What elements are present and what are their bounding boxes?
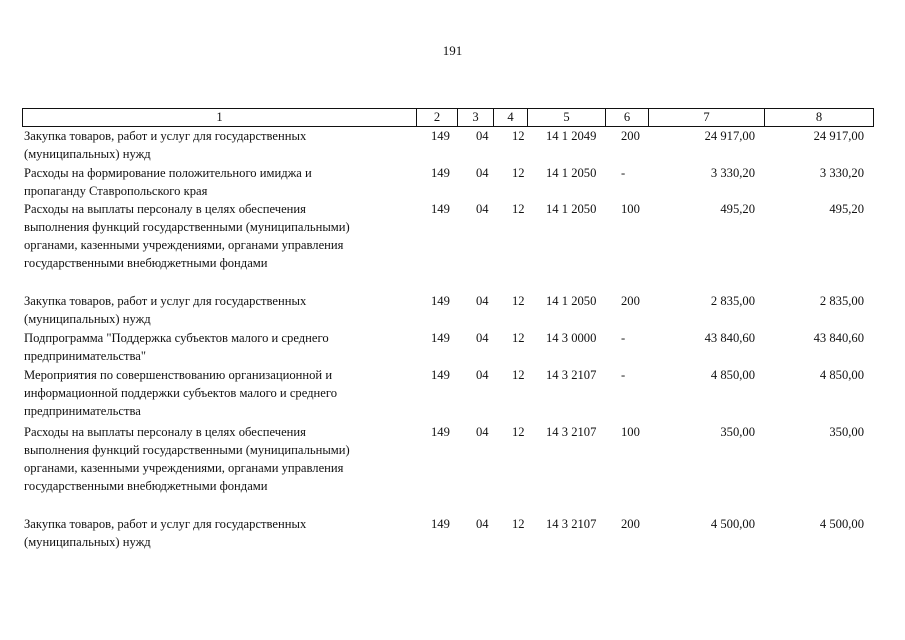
ministry-code-cell: 149	[431, 129, 450, 143]
row-description: Расходы на выплаты персоналу в целях обеспечения выполнения функций государственными (муниципальными) органами, казенными учреждениями, органами управления государственными внебюджетными фондами	[24, 202, 350, 270]
ministry-code-cell: 149	[431, 368, 450, 382]
subsection-code-cell: 12	[512, 166, 525, 180]
ministry-code-cell: 149	[431, 517, 450, 531]
amount-col7-cell: 24 917,00	[704, 129, 755, 143]
amount-col8-cell: 495,20	[829, 202, 864, 216]
row-description: Закупка товаров, работ и услуг для государственных (муниципальных) нужд	[24, 517, 307, 549]
row-description: Мероприятия по совершенствованию организационной и информационной поддержки субъектов малого и среднего предпринимательства	[24, 368, 338, 418]
amount-col7-cell: 2 835,00	[710, 294, 755, 308]
header-col-8: 8	[765, 109, 874, 127]
header-col-5: 5	[528, 109, 606, 127]
header-col-3: 3	[458, 109, 494, 127]
expense-type-cell: 200	[621, 129, 640, 143]
row-description: Расходы на формирование положительного имиджа и пропаганду Ставропольского края	[24, 166, 312, 198]
amount-col8-cell: 43 840,60	[813, 331, 864, 345]
expense-type-cell: 200	[621, 517, 640, 531]
subsection-code-cell: 12	[512, 294, 525, 308]
expense-type-cell: -	[621, 166, 626, 180]
amount-col7-cell: 495,20	[720, 202, 755, 216]
amount-col7-cell: 350,00	[720, 425, 755, 439]
expense-type-cell: 100	[621, 425, 640, 439]
amount-col7-cell: 43 840,60	[704, 331, 755, 345]
target-article-cell: 14 1 2049	[546, 129, 597, 143]
target-article-cell: 14 3 2107	[546, 368, 597, 382]
header-col-4: 4	[494, 109, 528, 127]
header-col-6: 6	[606, 109, 649, 127]
amount-col7-cell: 3 330,20	[710, 166, 755, 180]
column-header-row	[22, 108, 874, 127]
expense-type-cell: -	[621, 331, 626, 345]
section-code-cell: 04	[476, 202, 489, 216]
row-description: Подпрограмма "Поддержка субъектов малого и среднего предпринимательства"	[24, 331, 329, 363]
subsection-code-cell: 12	[512, 202, 525, 216]
target-article-cell: 14 1 2050	[546, 202, 597, 216]
ministry-code-cell: 149	[431, 294, 450, 308]
target-article-cell: 14 1 2050	[546, 294, 597, 308]
amount-col7-cell: 4 500,00	[710, 517, 755, 531]
target-article-cell: 14 3 0000	[546, 331, 597, 345]
header-col-2: 2	[417, 109, 458, 127]
section-code-cell: 04	[476, 368, 489, 382]
target-article-cell: 14 3 2107	[546, 425, 597, 439]
row-description: Закупка товаров, работ и услуг для государственных (муниципальных) нужд	[24, 129, 307, 161]
subsection-code-cell: 12	[512, 425, 525, 439]
amount-col8-cell: 4 500,00	[819, 517, 864, 531]
section-code-cell: 04	[476, 166, 489, 180]
subsection-code-cell: 12	[512, 331, 525, 345]
section-code-cell: 04	[476, 294, 489, 308]
section-code-cell: 04	[476, 425, 489, 439]
amount-col8-cell: 3 330,20	[819, 166, 864, 180]
header-col-7: 7	[649, 109, 765, 127]
section-code-cell: 04	[476, 129, 489, 143]
header-col-1: 1	[23, 109, 417, 127]
subsection-code-cell: 12	[512, 368, 525, 382]
amount-col8-cell: 24 917,00	[813, 129, 864, 143]
section-code-cell: 04	[476, 517, 489, 531]
ministry-code-cell: 149	[431, 166, 450, 180]
expense-type-cell: -	[621, 368, 626, 382]
ministry-code-cell: 149	[431, 425, 450, 439]
target-article-cell: 14 1 2050	[546, 166, 597, 180]
row-description: Закупка товаров, работ и услуг для государственных (муниципальных) нужд	[24, 294, 307, 326]
amount-col7-cell: 4 850,00	[710, 368, 755, 382]
amount-col8-cell: 4 850,00	[819, 368, 864, 382]
amount-col8-cell: 2 835,00	[819, 294, 864, 308]
subsection-code-cell: 12	[512, 517, 525, 531]
subsection-code-cell: 12	[512, 129, 525, 143]
target-article-cell: 14 3 2107	[546, 517, 597, 531]
expense-type-cell: 100	[621, 202, 640, 216]
page-number: 191	[442, 43, 463, 58]
ministry-code-cell: 149	[431, 331, 450, 345]
section-code-cell: 04	[476, 331, 489, 345]
row-description: Расходы на выплаты персоналу в целях обеспечения выполнения функций государственными (муниципальными) органами, казенными учреждениями, органами управления государственными внебюджетными фондами	[24, 425, 350, 493]
amount-col8-cell: 350,00	[829, 425, 864, 439]
ministry-code-cell: 149	[431, 202, 450, 216]
expense-type-cell: 200	[621, 294, 640, 308]
